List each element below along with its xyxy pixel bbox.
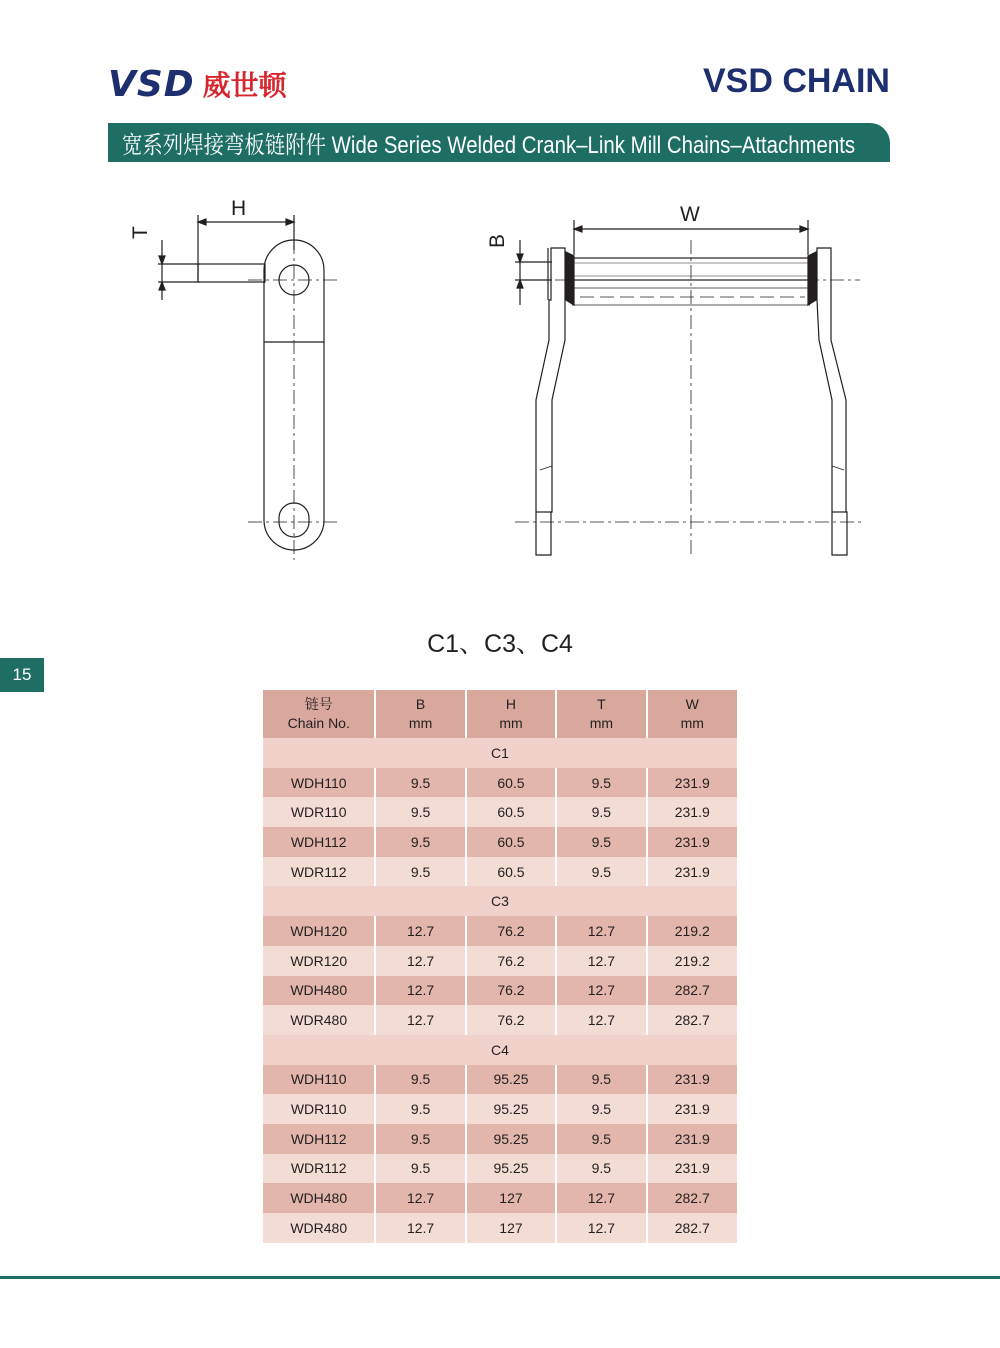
table-cell: 9.5 xyxy=(375,1065,465,1095)
table-cell: 9.5 xyxy=(556,1065,646,1095)
table-cell: 231.9 xyxy=(647,1094,738,1124)
table-cell: WDR480 xyxy=(263,1213,375,1243)
table-cell: WDH110 xyxy=(263,768,375,798)
table-cell: 60.5 xyxy=(466,768,556,798)
table-cell: 9.5 xyxy=(375,1154,465,1184)
header-b: B mm xyxy=(375,690,465,738)
table-row xyxy=(263,1005,737,1035)
table-cell: 95.25 xyxy=(466,1154,556,1184)
brand-title: VSD CHAIN xyxy=(702,62,890,100)
table-cell: 9.5 xyxy=(375,797,465,827)
header-w: W mm xyxy=(647,690,738,738)
header-h: H mm xyxy=(466,690,556,738)
technical-drawing xyxy=(0,0,1000,600)
table-cell: 231.9 xyxy=(647,1154,738,1184)
table-row xyxy=(263,827,737,857)
dim-label-w: W xyxy=(680,203,700,226)
chain-spec-table xyxy=(263,690,737,1243)
table-cell: 60.5 xyxy=(466,857,556,887)
table-row xyxy=(263,1154,737,1184)
table-cell: 9.5 xyxy=(556,1154,646,1184)
table-group-row xyxy=(263,738,737,768)
table-cell: 219.2 xyxy=(647,916,738,946)
table-cell: WDR480 xyxy=(263,1005,375,1035)
table-cell: 12.7 xyxy=(375,946,465,976)
table-cell: 127 xyxy=(466,1183,556,1213)
table-cell: 12.7 xyxy=(375,1213,465,1243)
table-cell: 12.7 xyxy=(375,1005,465,1035)
table-row xyxy=(263,916,737,946)
table-cell: 12.7 xyxy=(556,916,646,946)
table-cell: 219.2 xyxy=(647,946,738,976)
table-cell: WDH480 xyxy=(263,976,375,1006)
table-cell: 231.9 xyxy=(647,857,738,887)
table-cell: WDR112 xyxy=(263,857,375,887)
page-number: 15 xyxy=(12,665,32,684)
table-cell: 12.7 xyxy=(556,1183,646,1213)
table-row xyxy=(263,946,737,976)
table-cell: 60.5 xyxy=(466,827,556,857)
header-chain-no: 链号 Chain No. xyxy=(263,690,375,738)
page-number-tab xyxy=(0,658,44,692)
table-cell: WDR120 xyxy=(263,946,375,976)
table-cell: 231.9 xyxy=(647,827,738,857)
table-cell: 12.7 xyxy=(556,1213,646,1243)
table-cell: 76.2 xyxy=(466,976,556,1006)
models-title: C1、C3、C4 xyxy=(427,630,573,658)
table-group-row xyxy=(263,886,737,916)
table-body xyxy=(263,738,737,1243)
table-cell: 12.7 xyxy=(375,976,465,1006)
table-row xyxy=(263,857,737,887)
table-cell: 12.7 xyxy=(375,1183,465,1213)
table-row xyxy=(263,1124,737,1154)
table-cell: 95.25 xyxy=(466,1065,556,1095)
table-cell: 282.7 xyxy=(647,1213,738,1243)
table-cell: 95.25 xyxy=(466,1124,556,1154)
table-row xyxy=(263,1065,737,1095)
table-cell: 76.2 xyxy=(466,1005,556,1035)
table-cell: 12.7 xyxy=(375,916,465,946)
table-cell: 12.7 xyxy=(556,976,646,1006)
footer-divider xyxy=(0,1276,1000,1279)
table-cell: 12.7 xyxy=(556,1005,646,1035)
table-cell: 231.9 xyxy=(647,1065,738,1095)
table-cell: 76.2 xyxy=(466,916,556,946)
table-row xyxy=(263,768,737,798)
table-cell: 9.5 xyxy=(556,857,646,887)
table-cell: 9.5 xyxy=(556,827,646,857)
logo-mark: VSD xyxy=(108,63,195,105)
table-cell: 282.7 xyxy=(647,1183,738,1213)
table-cell: 231.9 xyxy=(647,797,738,827)
table-cell: WDH112 xyxy=(263,827,375,857)
table-cell: WDH112 xyxy=(263,1124,375,1154)
table-cell: 127 xyxy=(466,1213,556,1243)
banner-title: 宽系列焊接弯板链附件 Wide Series Welded Crank–Link Mill Chains–Attachments xyxy=(122,132,856,159)
table-cell: 9.5 xyxy=(375,1094,465,1124)
table-cell: 231.9 xyxy=(647,1124,738,1154)
table-cell: 9.5 xyxy=(375,827,465,857)
table-cell: 282.7 xyxy=(647,1005,738,1035)
table-group-row xyxy=(263,1035,737,1065)
table-cell: 76.2 xyxy=(466,946,556,976)
table-cell: WDH120 xyxy=(263,916,375,946)
table-cell: 12.7 xyxy=(556,946,646,976)
table-header-row xyxy=(263,690,737,738)
table-cell: 9.5 xyxy=(375,768,465,798)
table-cell: WDH110 xyxy=(263,1065,375,1095)
group-label: C1 xyxy=(263,738,737,768)
dim-label-h: H xyxy=(231,197,247,220)
table-cell: WDR110 xyxy=(263,797,375,827)
table-row xyxy=(263,1183,737,1213)
logo-chinese-name: 威世顿 xyxy=(202,69,287,102)
table-cell: WDR112 xyxy=(263,1154,375,1184)
table-cell: 9.5 xyxy=(556,1124,646,1154)
table-row xyxy=(263,1094,737,1124)
header-t: T mm xyxy=(556,690,646,738)
table-cell: 9.5 xyxy=(375,857,465,887)
dim-label-t: T xyxy=(129,226,152,239)
table-cell: 95.25 xyxy=(466,1094,556,1124)
table-cell: WDH480 xyxy=(263,1183,375,1213)
side-view-drawing xyxy=(158,215,340,560)
table-cell: 60.5 xyxy=(466,797,556,827)
table-cell: WDR110 xyxy=(263,1094,375,1124)
table-row xyxy=(263,1213,737,1243)
table-row xyxy=(263,797,737,827)
group-label: C3 xyxy=(263,886,737,916)
table-cell: 9.5 xyxy=(556,768,646,798)
table-cell: 231.9 xyxy=(647,768,738,798)
group-label: C4 xyxy=(263,1035,737,1065)
table-row xyxy=(263,976,737,1006)
table-cell: 9.5 xyxy=(375,1124,465,1154)
table-cell: 9.5 xyxy=(556,1094,646,1124)
front-view-drawing xyxy=(515,220,862,555)
table-cell: 282.7 xyxy=(647,976,738,1006)
table-cell: 9.5 xyxy=(556,797,646,827)
dim-label-b: B xyxy=(486,233,509,248)
